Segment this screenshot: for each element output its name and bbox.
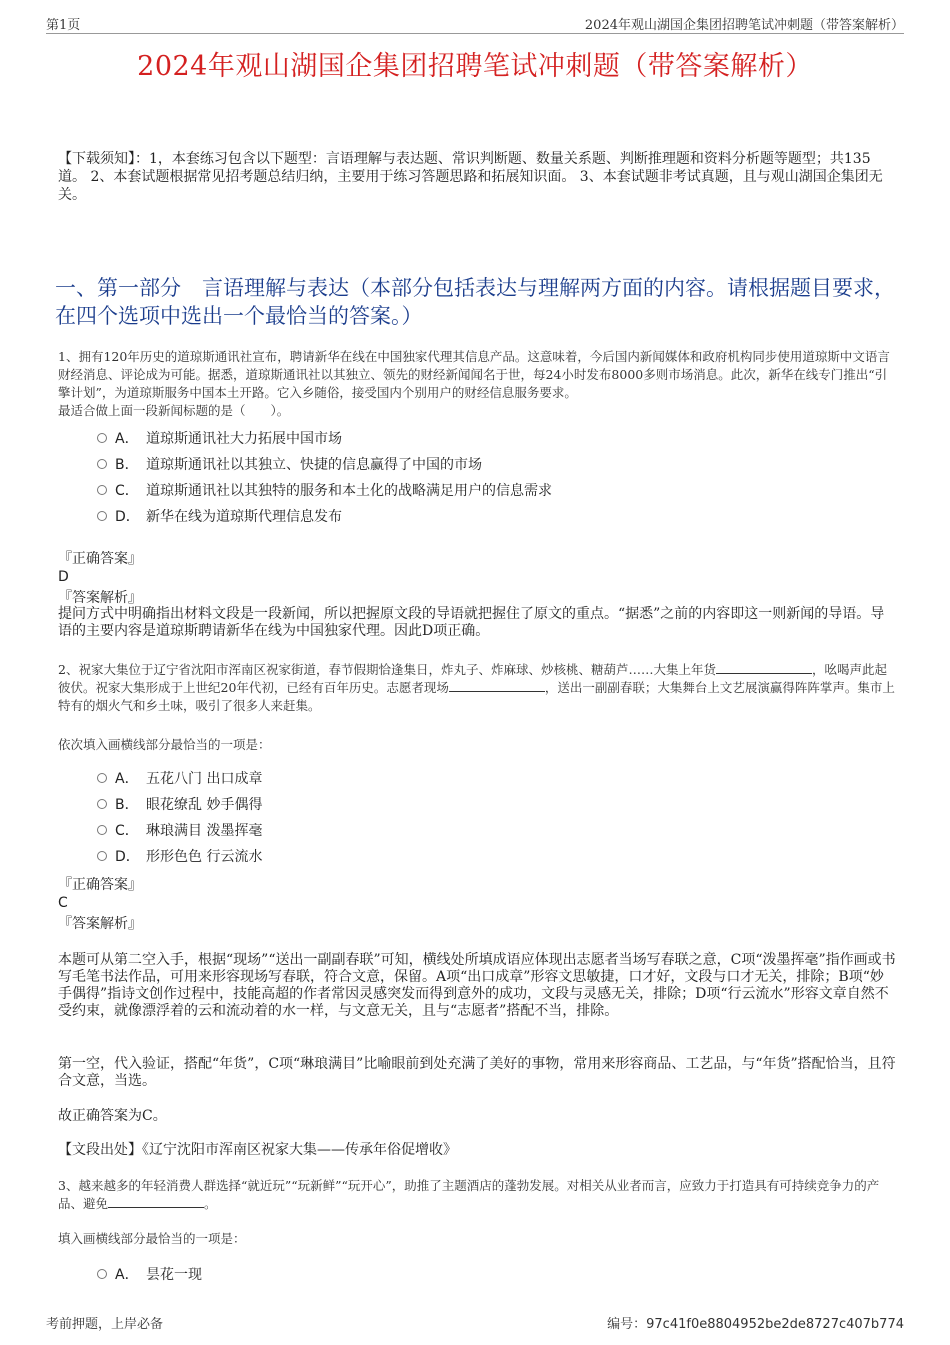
radio-icon[interactable]: [97, 825, 107, 835]
q2-answer-label: 『正确答案』: [58, 877, 142, 893]
q2-source: 【文段出处】《辽宁沈阳市浑南区祝家大集——传承年俗促增收》: [58, 1142, 457, 1158]
radio-icon[interactable]: [97, 1269, 107, 1279]
download-notice: 【下载须知】：1，本套练习包含以下题型：言语理解与表达题、常识判断题、数量关系题、判断推理题和资料分析题等题型；共135道。 2、本套试题根据常见招考题总结归纳，主要用于练习答题思路和拓展知识面。 3、本套试题非考试真题，且与观山湖国企集团无关。: [58, 151, 883, 203]
question-1-text: 1、拥有120年历史的道琼斯通讯社宣布，聘请新华在线在中国独家代理其信息产品。这意味着，今后国内新闻媒体和政府机构同步使用道琼斯中文语言财经消息、评论成为可能。据悉，道琼斯通讯社以其独立、领先的财经新闻闻名于世，每24小时发布8000多则市场消息。此次，新华在线专门推出“引擎计划”，为道琼斯服务中国本土开路。它入乡随俗，接受国内个别用户的财经信息服务要求。: [58, 349, 890, 400]
radio-icon[interactable]: [97, 511, 107, 521]
fill-blank-2: [449, 679, 545, 692]
q2-option-d[interactable]: D． 形形色色 行云流水: [97, 847, 262, 867]
question-1-prompt: 最适合做上面一段新闻标题的是（ ）。: [58, 403, 290, 418]
radio-icon[interactable]: [97, 459, 107, 469]
q1-answer: D: [58, 569, 69, 585]
question-2-prompt: 依次填入画横线部分最恰当的一项是：: [58, 737, 271, 752]
question-3-stem: 3、越来越多的年轻消费人群选择“就近玩”“玩新鲜”“玩开心”，助推了主题酒店的蓬勃发展。对相关从业者而言，应致力于打造具有可持续竞争力的产品、避免 。: [58, 1178, 880, 1211]
page-number: 第1页: [46, 18, 81, 33]
q2-analysis-paragraph-3: 故正确答案为C。: [58, 1108, 167, 1124]
question-2-stem: 2、祝家大集位于辽宁省沈阳市浑南区祝家街道，春节假期恰逢集日，炸丸子、炸麻球、炒核桃、糖葫芦……大集上年货 ，吆喝声此起彼伏。祝家大集形成于上世纪20年代初，已经有百年历史。志愿者现场 ，送出一副副春联；大集舞台上文艺展演赢得阵阵掌声。集市上特有的烟火气和乡土味，吸引了很多人来赶集。: [58, 662, 895, 713]
q2-option-c[interactable]: C． 琳琅满目 泼墨挥毫: [97, 821, 262, 841]
q1-option-b[interactable]: B． 道琼斯通讯社以其独立、快捷的信息赢得了中国的市场: [97, 455, 482, 475]
radio-icon[interactable]: [97, 851, 107, 861]
q1-answer-label: 『正确答案』: [58, 551, 142, 567]
q1-option-a[interactable]: A． 道琼斯通讯社大力拓展中国市场: [97, 429, 342, 449]
q1-analysis-label: 『答案解析』: [58, 590, 142, 606]
radio-icon[interactable]: [97, 433, 107, 443]
q1-option-c[interactable]: C． 道琼斯通讯社以其独特的服务和本土化的战略满足用户的信息需求: [97, 481, 552, 501]
radio-icon[interactable]: [97, 773, 107, 783]
question-3-prompt: 填入画横线部分最恰当的一项是：: [58, 1231, 246, 1246]
question-1-stem: [58, 348, 896, 420]
q2-option-a[interactable]: A． 五花八门 出口成章: [97, 769, 262, 789]
radio-icon[interactable]: [97, 485, 107, 495]
header-doc-title: 2024年观山湖国企集团招聘笔试冲刺题（带答案解析）: [584, 18, 904, 33]
q2-analysis-paragraph-2: 第一空，代入验证，搭配“年货”，C项“琳琅满目”比喻眼前到处充满了美好的事物，常用来形容商品、工艺品，与“年货”搭配恰当，且符合文意，当选。: [58, 1056, 896, 1089]
fill-blank-1: [716, 661, 812, 674]
radio-icon[interactable]: [97, 799, 107, 809]
q2-option-b[interactable]: B． 眼花缭乱 妙手偶得: [97, 795, 262, 815]
footer-id: 编号：97c41f0e8804952be2de8727c407b774: [607, 1317, 904, 1332]
q1-option-d[interactable]: D． 新华在线为道琼斯代理信息发布: [97, 507, 342, 527]
fill-blank-3: [108, 1195, 204, 1208]
q2-answer: C: [58, 895, 68, 911]
q2-analysis-label: 『答案解析』: [58, 916, 142, 932]
document-title: 2024年观山湖国企集团招聘笔试冲刺题（带答案解析）: [137, 51, 813, 82]
section-heading: 一、第一部分 言语理解与表达（本部分包括表达与理解两方面的内容。请根据题目要求，在四个选项中选出一个最恰当的答案。）: [55, 276, 895, 328]
q2-analysis-paragraph-1: 本题可从第二空入手，根据“现场”“送出一副副春联”可知，横线处所填成语应体现出志愿者当场写春联之意，C项“泼墨挥毫”指作画或书写毛笔书法作品，可用来形容现场写春联，符合文意，保留。A项“出口成章”形容文思敏捷，口才好，文段与口才无关，排除；B项“妙手偶得”指诗文创作过程中，技能高超的作者常因灵感突发而得到意外的成功，文段与灵感无关，排除；D项“行云流水”形容文章自然不受约束，就像漂浮着的云和流动着的水一样，与文意无关，且与“志愿者”搭配不当，排除。: [58, 952, 896, 1019]
q1-analysis: 提问方式中明确指出材料文段是一段新闻，所以把握原文段的导语就把握住了原文的重点。“据悉”之前的内容即这一则新闻的导语。导语的主要内容是道琼斯聘请新华在线为中国独家代理。因此D项正确。: [58, 606, 885, 639]
footer-slogan: 考前押题，上岸必备: [46, 1317, 164, 1332]
header-rule: [46, 33, 904, 34]
q3-option-a[interactable]: A． 昙花一现: [97, 1265, 202, 1285]
